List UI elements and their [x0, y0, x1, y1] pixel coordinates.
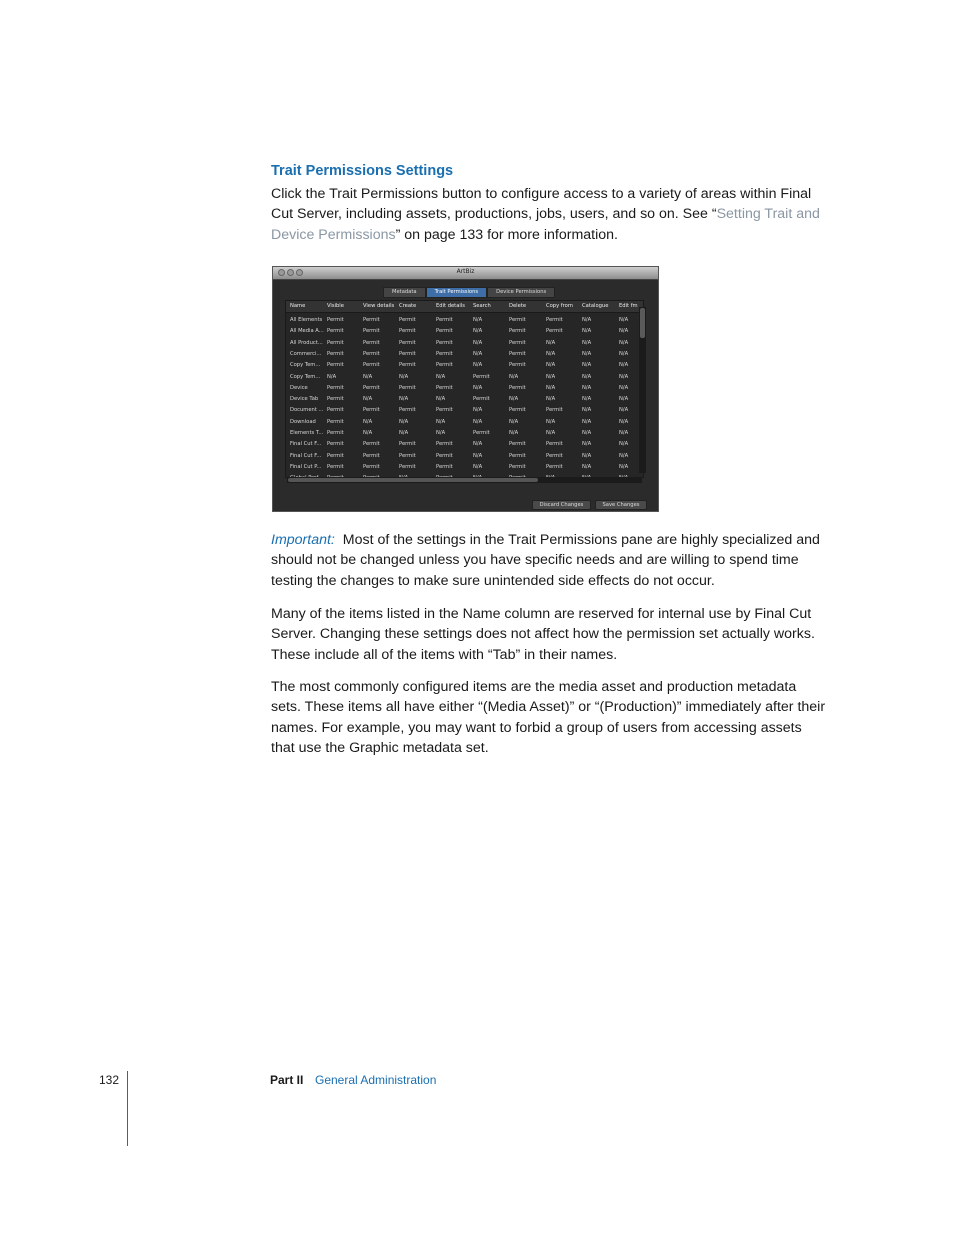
permission-cell[interactable]: Permit [436, 350, 453, 357]
permission-cell[interactable]: Permit [399, 452, 416, 459]
table-row[interactable] [286, 372, 643, 383]
column-header[interactable]: Edit details [436, 303, 465, 309]
discard-changes-button[interactable]: Discard Changes [532, 500, 591, 510]
permission-cell[interactable]: Permit [436, 463, 453, 470]
permission-cell[interactable]: N/A [619, 430, 629, 436]
row-name-cell: Document ... [290, 407, 324, 414]
permission-cell[interactable]: N/A [619, 350, 629, 357]
permission-cell[interactable]: N/A [546, 373, 556, 380]
common-items-paragraph: The most commonly configured items are the media asset and production metadata sets. These items all have either “(Media Asset)” or “(Production)” immediately after their names. For example, you may want to forbid a group of users from accessing assets that use the Graphic metadata set. [271, 679, 826, 757]
permission-cell[interactable]: N/A [582, 384, 592, 391]
permission-cell[interactable]: N/A [582, 373, 592, 380]
important-label: Important: [271, 532, 335, 548]
intro-paragraph [271, 184, 827, 245]
vertical-scrollbar[interactable] [639, 307, 646, 473]
footer-part: Part II [270, 1073, 304, 1087]
permission-cell[interactable]: N/A [546, 418, 556, 425]
permission-cell[interactable]: N/A [619, 384, 629, 391]
tab-device-permissions[interactable]: Device Permissions [487, 287, 555, 298]
intro-text-end: ” on page 133 for more information. [395, 226, 618, 243]
table-row[interactable] [286, 451, 643, 462]
permission-cell[interactable]: Permit [473, 430, 490, 436]
permission-cell[interactable]: N/A [436, 418, 446, 425]
permission-cell[interactable]: N/A [619, 463, 629, 470]
section-heading: Trait Permissions Settings [271, 163, 454, 179]
column-header[interactable]: Copy from [546, 303, 573, 309]
permission-cell[interactable]: N/A [509, 373, 519, 380]
permission-cell[interactable]: N/A [363, 418, 373, 425]
permission-cell[interactable]: Permit [363, 362, 380, 369]
permission-cell[interactable]: Permit [399, 350, 416, 357]
permission-cell[interactable]: Permit [327, 317, 344, 323]
permission-cell[interactable]: N/A [619, 418, 629, 425]
column-header[interactable]: Catalogue [582, 303, 609, 309]
tab-bar [383, 287, 555, 296]
permission-cell[interactable]: N/A [399, 373, 409, 380]
permission-cell[interactable]: N/A [582, 362, 592, 369]
permission-cell[interactable]: N/A [546, 384, 556, 391]
table-header [286, 301, 643, 313]
footer-section-link[interactable]: General Administration [315, 1073, 437, 1087]
permission-cell[interactable]: Permit [546, 452, 563, 459]
row-name-cell: Copy Tem... [290, 362, 321, 369]
column-header[interactable]: Edit fm [619, 303, 638, 309]
permission-cell[interactable]: Permit [546, 407, 563, 414]
permission-cell[interactable]: Permit [363, 441, 380, 448]
permission-cell[interactable]: Permit [509, 317, 526, 323]
permission-cell[interactable]: Permit [436, 339, 453, 346]
tab-metadata[interactable]: Metadata [383, 287, 426, 298]
table-row[interactable] [286, 462, 643, 473]
permission-cell[interactable]: Permit [399, 317, 416, 323]
permission-cell[interactable]: Permit [436, 384, 453, 391]
row-name-cell: Elements T... [290, 430, 324, 436]
permission-cell[interactable]: N/A [509, 418, 519, 425]
permission-cell[interactable]: Permit [399, 384, 416, 391]
permission-cell[interactable]: N/A [619, 328, 629, 335]
permission-cell[interactable]: Permit [509, 463, 526, 470]
permission-cell[interactable]: Permit [327, 441, 344, 448]
row-name-cell: Final Cut F... [290, 441, 322, 448]
column-header[interactable]: Create [399, 303, 417, 309]
permission-cell[interactable]: Permit [327, 328, 344, 335]
permission-cell[interactable]: Permit [363, 350, 380, 357]
permission-cell[interactable]: Permit [327, 452, 344, 459]
permission-cell[interactable]: N/A [546, 396, 556, 403]
permission-cell[interactable]: Permit [546, 317, 563, 323]
permission-cell[interactable]: N/A [363, 430, 373, 436]
permission-cell[interactable]: N/A [619, 452, 629, 459]
permission-cell[interactable]: Permit [363, 328, 380, 335]
permission-cell[interactable]: Permit [509, 350, 526, 357]
row-name-cell: Download [290, 418, 316, 425]
permission-cell[interactable]: N/A [619, 396, 629, 403]
row-name-cell: All Media A... [290, 328, 324, 335]
permission-cell[interactable]: Permit [327, 463, 344, 470]
row-name-cell: All Elements [290, 317, 323, 323]
permission-cell[interactable]: N/A [473, 362, 483, 369]
table-row[interactable] [286, 405, 643, 416]
page-number: 132 [99, 1073, 120, 1087]
permission-cell[interactable]: Permit [399, 463, 416, 470]
permission-cell[interactable]: Permit [399, 339, 416, 346]
permission-cell[interactable]: Permit [436, 328, 453, 335]
table-row[interactable] [286, 349, 643, 360]
permission-cell[interactable]: Permit [509, 384, 526, 391]
permission-cell[interactable]: N/A [582, 328, 592, 335]
permission-cell[interactable]: Permit [363, 452, 380, 459]
window-title: ArtBiz [456, 268, 475, 275]
permission-cell[interactable]: N/A [582, 452, 592, 459]
permission-cell[interactable]: N/A [582, 407, 592, 414]
permission-cell[interactable]: N/A [619, 373, 629, 380]
trait-permissions-window [272, 266, 659, 512]
permission-cell[interactable]: Permit [399, 362, 416, 369]
row-name-cell: All Product... [290, 339, 323, 346]
permission-cell[interactable]: Permit [363, 407, 380, 414]
permission-cell[interactable]: N/A [582, 339, 592, 346]
permission-cell[interactable]: N/A [363, 396, 373, 403]
permission-cell[interactable]: Permit [327, 339, 344, 346]
permission-cell[interactable]: Permit [436, 452, 453, 459]
permission-cell[interactable]: Permit [363, 317, 380, 323]
permission-cell[interactable]: Permit [327, 362, 344, 369]
intro-text: Click the Trait Permissions button to configure access to a variety of areas within Final Cut Server, including assets, productions, jobs, users, and so on. See “ [271, 186, 812, 223]
permission-cell[interactable]: N/A [436, 430, 446, 436]
table-row[interactable] [286, 394, 643, 405]
reserved-items-paragraph: Many of the items listed in the Name column are reserved for internal use by Final Cut Server. Changing these settings does not affect how the permission set actually works. These include all of the items with “Tab” in their names. [271, 606, 815, 663]
permission-cell[interactable]: N/A [582, 418, 592, 425]
permission-cell[interactable]: Permit [546, 441, 563, 448]
table-row[interactable] [286, 360, 643, 371]
row-name-cell: Commerci... [290, 350, 322, 357]
column-header[interactable]: Search [473, 303, 491, 309]
permission-cell[interactable]: Permit [363, 463, 380, 470]
table-row[interactable] [286, 428, 643, 439]
permission-cell[interactable]: N/A [619, 339, 629, 346]
footer-divider [127, 1071, 128, 1146]
permission-cell[interactable]: N/A [473, 384, 483, 391]
table-row[interactable] [286, 326, 643, 337]
row-name-cell: Device [290, 384, 308, 391]
permission-cell[interactable]: N/A [619, 362, 629, 369]
permission-cell[interactable]: Permit [327, 418, 344, 425]
permission-cell[interactable]: Permit [509, 441, 526, 448]
permission-cell[interactable]: Permit [327, 350, 344, 357]
permission-cell[interactable]: N/A [619, 441, 629, 448]
permission-cell[interactable]: Permit [436, 441, 453, 448]
permission-cell[interactable]: N/A [399, 396, 409, 403]
permission-cell[interactable]: Permit [436, 317, 453, 323]
permission-cell[interactable]: Permit [399, 407, 416, 414]
permission-cell[interactable]: Permit [509, 452, 526, 459]
permission-cell[interactable]: Permit [399, 328, 416, 335]
table-row[interactable] [286, 417, 643, 428]
permission-cell[interactable]: Permit [327, 384, 344, 391]
permission-cell[interactable]: N/A [546, 350, 556, 357]
permission-cell[interactable]: Permit [473, 373, 490, 380]
permission-cell[interactable]: Permit [473, 396, 490, 403]
horizontal-scrollbar[interactable] [287, 477, 642, 483]
scrollbar-thumb[interactable] [288, 478, 538, 482]
permission-cell[interactable]: N/A [546, 362, 556, 369]
cross-reference-link[interactable]: Setting Trait and Device Permissions [271, 206, 820, 243]
table-row[interactable] [286, 383, 643, 394]
permission-cell[interactable]: Permit [399, 441, 416, 448]
permission-cell[interactable]: N/A [473, 328, 483, 335]
row-name-cell: Final Cut F... [290, 452, 322, 459]
permission-cell[interactable]: N/A [473, 418, 483, 425]
permission-cell[interactable]: N/A [619, 317, 629, 323]
column-header[interactable]: View details [363, 303, 395, 309]
permission-cell[interactable]: Permit [509, 407, 526, 414]
permission-cell[interactable]: N/A [436, 373, 446, 380]
permission-cell[interactable]: N/A [473, 441, 483, 448]
table-row[interactable] [286, 338, 643, 349]
permission-cell[interactable]: N/A [436, 396, 446, 403]
permission-cell[interactable]: N/A [473, 452, 483, 459]
permission-cell[interactable]: Permit [327, 407, 344, 414]
column-header[interactable]: Visible [327, 303, 344, 309]
permission-cell[interactable]: Permit [546, 463, 563, 470]
permission-cell[interactable]: N/A [399, 430, 409, 436]
row-name-cell: Copy Tem... [290, 373, 321, 380]
table-row[interactable] [286, 315, 643, 326]
permission-cell[interactable]: Permit [327, 396, 344, 403]
permission-cell[interactable]: N/A [582, 463, 592, 470]
permission-cell[interactable]: N/A [473, 407, 483, 414]
permission-cell[interactable]: N/A [582, 441, 592, 448]
permission-cell[interactable]: Permit [363, 384, 380, 391]
permission-cell[interactable]: N/A [582, 396, 592, 403]
permissions-table [285, 300, 644, 478]
permission-cell[interactable]: N/A [582, 430, 592, 436]
permission-cell[interactable]: N/A [582, 317, 592, 323]
permission-cell[interactable]: Permit [509, 362, 526, 369]
permission-cell[interactable]: N/A [546, 339, 556, 346]
row-name-cell: Final Cut P... [290, 463, 322, 470]
permission-cell[interactable]: N/A [582, 350, 592, 357]
scrollbar-thumb[interactable] [640, 308, 645, 338]
permission-cell[interactable]: N/A [509, 430, 519, 436]
permission-cell[interactable]: N/A [473, 350, 483, 357]
permission-cell[interactable]: Permit [436, 407, 453, 414]
permission-cell[interactable]: N/A [509, 396, 519, 403]
tab-trait-permissions[interactable]: Trait Permissions [426, 287, 488, 298]
permission-cell[interactable]: N/A [546, 430, 556, 436]
permission-cell[interactable]: Permit [509, 339, 526, 346]
save-changes-button[interactable]: Save Changes [595, 500, 647, 510]
permission-cell[interactable]: N/A [619, 407, 629, 414]
permission-cell[interactable]: N/A [473, 339, 483, 346]
permission-cell[interactable]: Permit [436, 362, 453, 369]
permission-cell[interactable]: N/A [327, 373, 337, 380]
permission-cell[interactable]: Permit [546, 328, 563, 335]
permission-cell[interactable]: Permit [509, 328, 526, 335]
column-header[interactable]: Delete [509, 303, 527, 309]
column-header[interactable]: Name [290, 303, 306, 309]
permission-cell[interactable]: N/A [473, 317, 483, 323]
window-titlebar [273, 267, 658, 280]
important-text: Most of the settings in the Trait Permissions pane are highly specialized and should not be changed unless you have specific needs and are willing to spend time testing the changes to make sure unintended side effects do not occur. [271, 532, 820, 589]
permission-cell[interactable]: N/A [363, 373, 373, 380]
permission-cell[interactable]: Permit [363, 339, 380, 346]
permission-cell[interactable]: N/A [399, 418, 409, 425]
permission-cell[interactable]: Permit [327, 430, 344, 436]
permission-cell[interactable]: N/A [473, 463, 483, 470]
table-row[interactable] [286, 439, 643, 450]
important-paragraph [271, 530, 827, 591]
row-name-cell: Device Tab [290, 396, 319, 403]
